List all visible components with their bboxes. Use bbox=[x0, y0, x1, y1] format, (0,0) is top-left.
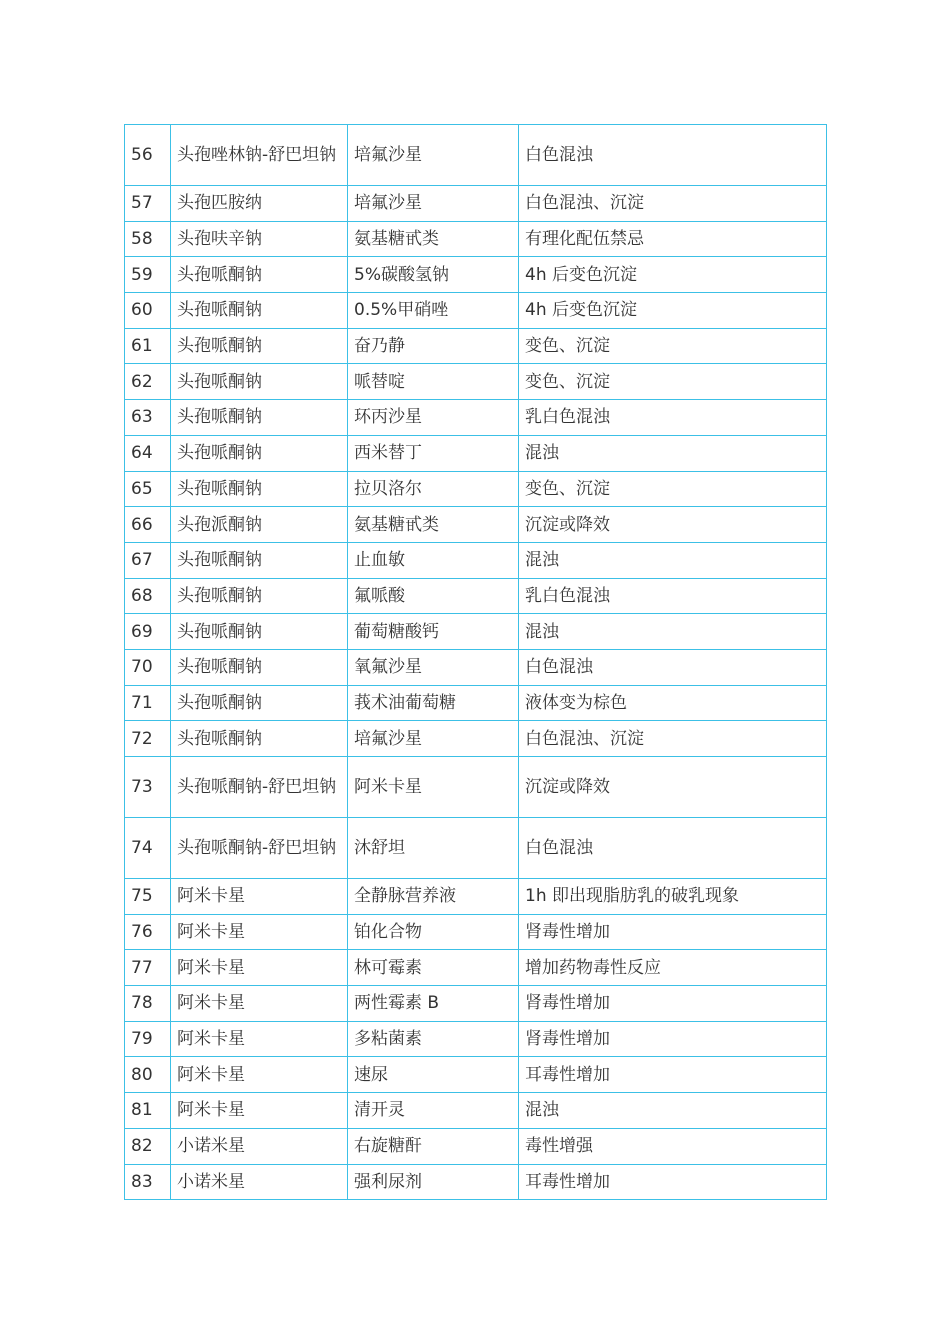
drug-b-cell: 拉贝洛尔 bbox=[348, 471, 519, 507]
drug-b-cell: 止血敏 bbox=[348, 542, 519, 578]
drug-a-cell: 头孢哌酮钠-舒巴坦钠 bbox=[171, 757, 348, 818]
drug-a-cell: 头孢哌酮钠 bbox=[171, 400, 348, 436]
drug-a-cell: 头孢哌酮钠 bbox=[171, 685, 348, 721]
drug-a-cell: 头孢哌酮钠 bbox=[171, 471, 348, 507]
drug-a-cell: 阿米卡星 bbox=[171, 879, 348, 915]
table-row bbox=[125, 914, 827, 950]
drug-a-cell: 头孢呋辛钠 bbox=[171, 221, 348, 257]
drug-a-cell: 小诺米星 bbox=[171, 1128, 348, 1164]
drug-b-cell: 铂化合物 bbox=[348, 914, 519, 950]
table-row bbox=[125, 542, 827, 578]
result-cell: 1h 即出现脂肪乳的破乳现象 bbox=[519, 879, 827, 915]
row-number: 57 bbox=[125, 186, 171, 222]
result-cell: 肾毒性增加 bbox=[519, 986, 827, 1022]
drug-b-cell: 培氟沙星 bbox=[348, 721, 519, 757]
result-cell: 液体变为棕色 bbox=[519, 685, 827, 721]
table-row bbox=[125, 1093, 827, 1129]
table-row bbox=[125, 364, 827, 400]
row-number: 69 bbox=[125, 614, 171, 650]
result-cell: 混浊 bbox=[519, 542, 827, 578]
drug-a-cell: 阿米卡星 bbox=[171, 1021, 348, 1057]
result-cell: 白色混浊、沉淀 bbox=[519, 186, 827, 222]
table-row bbox=[125, 721, 827, 757]
row-number: 70 bbox=[125, 649, 171, 685]
drug-b-cell: 多粘菌素 bbox=[348, 1021, 519, 1057]
result-cell: 4h 后变色沉淀 bbox=[519, 257, 827, 293]
drug-b-cell: 氨基糖甙类 bbox=[348, 221, 519, 257]
drug-a-cell: 头孢哌酮钠 bbox=[171, 328, 348, 364]
result-cell: 沉淀或降效 bbox=[519, 757, 827, 818]
drug-b-cell: 奋乃静 bbox=[348, 328, 519, 364]
drug-a-cell: 头孢哌酮钠 bbox=[171, 721, 348, 757]
drug-b-cell: 培氟沙星 bbox=[348, 186, 519, 222]
result-cell: 肾毒性增加 bbox=[519, 1021, 827, 1057]
result-cell: 白色混浊 bbox=[519, 818, 827, 879]
result-cell: 4h 后变色沉淀 bbox=[519, 293, 827, 329]
drug-b-cell: 氧氟沙星 bbox=[348, 649, 519, 685]
result-cell: 乳白色混浊 bbox=[519, 578, 827, 614]
drug-b-cell: 两性霉素 B bbox=[348, 986, 519, 1022]
drug-a-cell: 阿米卡星 bbox=[171, 986, 348, 1022]
table-row bbox=[125, 757, 827, 818]
table-row bbox=[125, 125, 827, 186]
drug-b-cell: 葡萄糖酸钙 bbox=[348, 614, 519, 650]
table-row bbox=[125, 818, 827, 879]
row-number: 82 bbox=[125, 1128, 171, 1164]
drug-b-cell: 0.5%甲硝唑 bbox=[348, 293, 519, 329]
drug-b-cell: 5%碳酸氢钠 bbox=[348, 257, 519, 293]
row-number: 63 bbox=[125, 400, 171, 436]
drug-b-cell: 阿米卡星 bbox=[348, 757, 519, 818]
result-cell: 混浊 bbox=[519, 435, 827, 471]
row-number: 80 bbox=[125, 1057, 171, 1093]
table-row bbox=[125, 400, 827, 436]
drug-a-cell: 头孢哌酮钠 bbox=[171, 364, 348, 400]
table-row bbox=[125, 1021, 827, 1057]
result-cell: 白色混浊 bbox=[519, 125, 827, 186]
table-row bbox=[125, 879, 827, 915]
drug-incompatibility-table bbox=[124, 124, 827, 1200]
drug-a-cell: 头孢哌酮钠 bbox=[171, 578, 348, 614]
row-number: 59 bbox=[125, 257, 171, 293]
drug-b-cell: 莪术油葡萄糖 bbox=[348, 685, 519, 721]
drug-a-cell: 头孢哌酮钠 bbox=[171, 435, 348, 471]
row-number: 77 bbox=[125, 950, 171, 986]
drug-b-cell: 全静脉营养液 bbox=[348, 879, 519, 915]
result-cell: 混浊 bbox=[519, 1093, 827, 1129]
drug-a-cell: 小诺米星 bbox=[171, 1164, 348, 1200]
result-cell: 耳毒性增加 bbox=[519, 1164, 827, 1200]
drug-b-cell: 沐舒坦 bbox=[348, 818, 519, 879]
result-cell: 变色、沉淀 bbox=[519, 471, 827, 507]
table-row bbox=[125, 257, 827, 293]
drug-b-cell: 哌替啶 bbox=[348, 364, 519, 400]
drug-b-cell: 速尿 bbox=[348, 1057, 519, 1093]
result-cell: 耳毒性增加 bbox=[519, 1057, 827, 1093]
result-cell: 白色混浊、沉淀 bbox=[519, 721, 827, 757]
drug-b-cell: 右旋糖酐 bbox=[348, 1128, 519, 1164]
row-number: 73 bbox=[125, 757, 171, 818]
drug-a-cell: 头孢哌酮钠 bbox=[171, 649, 348, 685]
row-number: 66 bbox=[125, 507, 171, 543]
drug-b-cell: 强利尿剂 bbox=[348, 1164, 519, 1200]
row-number: 58 bbox=[125, 221, 171, 257]
drug-a-cell: 头孢匹胺纳 bbox=[171, 186, 348, 222]
table-row bbox=[125, 1164, 827, 1200]
drug-a-cell: 头孢哌酮钠-舒巴坦钠 bbox=[171, 818, 348, 879]
drug-a-cell: 阿米卡星 bbox=[171, 1057, 348, 1093]
table-row bbox=[125, 328, 827, 364]
drug-a-cell: 头孢哌酮钠 bbox=[171, 542, 348, 578]
row-number: 81 bbox=[125, 1093, 171, 1129]
result-cell: 沉淀或降效 bbox=[519, 507, 827, 543]
drug-a-cell: 头孢唑林钠-舒巴坦钠 bbox=[171, 125, 348, 186]
drug-a-cell: 头孢哌酮钠 bbox=[171, 257, 348, 293]
drug-b-cell: 培氟沙星 bbox=[348, 125, 519, 186]
drug-a-cell: 头孢哌酮钠 bbox=[171, 614, 348, 650]
table-row bbox=[125, 186, 827, 222]
result-cell: 有理化配伍禁忌 bbox=[519, 221, 827, 257]
row-number: 64 bbox=[125, 435, 171, 471]
drug-a-cell: 头孢哌酮钠 bbox=[171, 293, 348, 329]
table-body bbox=[125, 125, 827, 1200]
result-cell: 白色混浊 bbox=[519, 649, 827, 685]
row-number: 72 bbox=[125, 721, 171, 757]
result-cell: 变色、沉淀 bbox=[519, 328, 827, 364]
table-row bbox=[125, 1057, 827, 1093]
row-number: 56 bbox=[125, 125, 171, 186]
result-cell: 乳白色混浊 bbox=[519, 400, 827, 436]
table-row bbox=[125, 614, 827, 650]
drug-a-cell: 阿米卡星 bbox=[171, 950, 348, 986]
drug-b-cell: 环丙沙星 bbox=[348, 400, 519, 436]
result-cell: 毒性增强 bbox=[519, 1128, 827, 1164]
table-row bbox=[125, 507, 827, 543]
table-row bbox=[125, 221, 827, 257]
row-number: 65 bbox=[125, 471, 171, 507]
table-row bbox=[125, 986, 827, 1022]
drug-b-cell: 氟哌酸 bbox=[348, 578, 519, 614]
row-number: 62 bbox=[125, 364, 171, 400]
row-number: 78 bbox=[125, 986, 171, 1022]
row-number: 68 bbox=[125, 578, 171, 614]
row-number: 79 bbox=[125, 1021, 171, 1057]
row-number: 61 bbox=[125, 328, 171, 364]
drug-b-cell: 西米替丁 bbox=[348, 435, 519, 471]
row-number: 75 bbox=[125, 879, 171, 915]
row-number: 71 bbox=[125, 685, 171, 721]
drug-b-cell: 林可霉素 bbox=[348, 950, 519, 986]
row-number: 83 bbox=[125, 1164, 171, 1200]
table-row bbox=[125, 950, 827, 986]
result-cell: 混浊 bbox=[519, 614, 827, 650]
drug-a-cell: 阿米卡星 bbox=[171, 914, 348, 950]
table-row bbox=[125, 1128, 827, 1164]
row-number: 76 bbox=[125, 914, 171, 950]
row-number: 74 bbox=[125, 818, 171, 879]
row-number: 67 bbox=[125, 542, 171, 578]
table-row bbox=[125, 471, 827, 507]
result-cell: 变色、沉淀 bbox=[519, 364, 827, 400]
table-row bbox=[125, 293, 827, 329]
table-row bbox=[125, 435, 827, 471]
drug-b-cell: 氨基糖甙类 bbox=[348, 507, 519, 543]
result-cell: 肾毒性增加 bbox=[519, 914, 827, 950]
table-row bbox=[125, 578, 827, 614]
row-number: 60 bbox=[125, 293, 171, 329]
result-cell: 增加药物毒性反应 bbox=[519, 950, 827, 986]
drug-a-cell: 阿米卡星 bbox=[171, 1093, 348, 1129]
drug-b-cell: 清开灵 bbox=[348, 1093, 519, 1129]
table-row bbox=[125, 649, 827, 685]
table-row bbox=[125, 685, 827, 721]
drug-a-cell: 头孢派酮钠 bbox=[171, 507, 348, 543]
